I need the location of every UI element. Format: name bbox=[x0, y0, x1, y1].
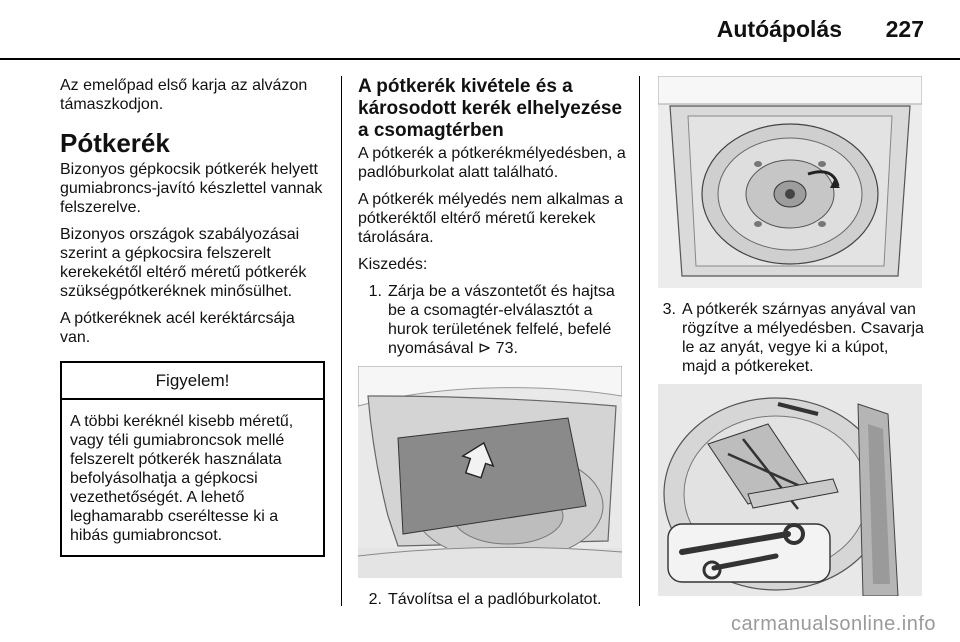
watermark: carmanualsonline.info bbox=[730, 613, 936, 635]
step-number: 1. bbox=[368, 283, 382, 300]
paragraph-4: A pótkerék a pótkerékmélyedésben, a padlóburkolat alatt található. bbox=[358, 145, 626, 181]
step-text: Zárja be a vászontetőt és hajtsa be a csomagtér-elválasztót a hurok területének felfelé, befelé nyomásával ⊳ 73. bbox=[388, 283, 615, 357]
step-text: A pótkerék szárnyas anyával van rögzítve a mélyedésben. Csavarja le az anyát, vegye ki a kúpot, majd a pótkereket. bbox=[682, 301, 924, 375]
warning-box bbox=[60, 361, 325, 557]
page-header bbox=[0, 0, 960, 60]
column-divider-1 bbox=[341, 76, 342, 606]
removal-heading: A pótkerék kivétele és a károsodott kerék elhelyezése a csomagtérben bbox=[358, 76, 623, 141]
paragraph-2: Bizonyos országok szabályozásai szerint a gépkocsira felszerelt kerekekétől eltérő méretű pótkerék szükségpótkeréknek minősülhet. bbox=[60, 226, 307, 300]
paragraph-3: A pótkeréknek acél keréktárcsája van. bbox=[60, 310, 295, 346]
paragraph-1: Bizonyos gépkocsik pótkerék helyett gumiabroncs-javító készlettel vannak felszerelve. bbox=[60, 161, 323, 216]
jack-and-tools-illustration bbox=[658, 384, 922, 596]
step-2 bbox=[362, 590, 628, 609]
trunk-floor-illustration bbox=[358, 366, 622, 578]
column-1 bbox=[60, 76, 328, 557]
spare-wheel-heading: Pótkerék bbox=[60, 128, 170, 158]
step-3 bbox=[656, 300, 926, 376]
step-text: Távolítsa el a padlóburkolatot. bbox=[388, 591, 602, 608]
warning-title: Figyelem! bbox=[62, 363, 323, 400]
intro-paragraph: Az emelőpad első karja az alvázon támaszkodjon. bbox=[60, 77, 308, 113]
step-number: 2. bbox=[368, 591, 382, 608]
step-1 bbox=[362, 282, 628, 358]
column-divider-2 bbox=[639, 76, 640, 606]
paragraph-5: A pótkerék mélyedés nem alkalmas a pótkeréktől eltérő méretű kerekek tárolására. bbox=[358, 191, 624, 246]
page-number: 227 bbox=[885, 16, 924, 42]
column-2 bbox=[358, 76, 628, 617]
spare-wheel-well-illustration bbox=[658, 76, 922, 288]
paragraph-6: Kiszedés: bbox=[358, 256, 428, 273]
column-3 bbox=[656, 76, 926, 596]
warning-text: A többi keréknél kisebb méretű, vagy téli gumiabroncsok mellé felszerelt pótkerék használata befolyásolhatja a gépkocsi vezethetőségét. A lehető leghamarabb cseréltesse ki a hibás gumiabroncsot. bbox=[70, 413, 294, 544]
section-title: Autóápolás bbox=[716, 16, 842, 42]
step-number: 3. bbox=[662, 301, 676, 318]
